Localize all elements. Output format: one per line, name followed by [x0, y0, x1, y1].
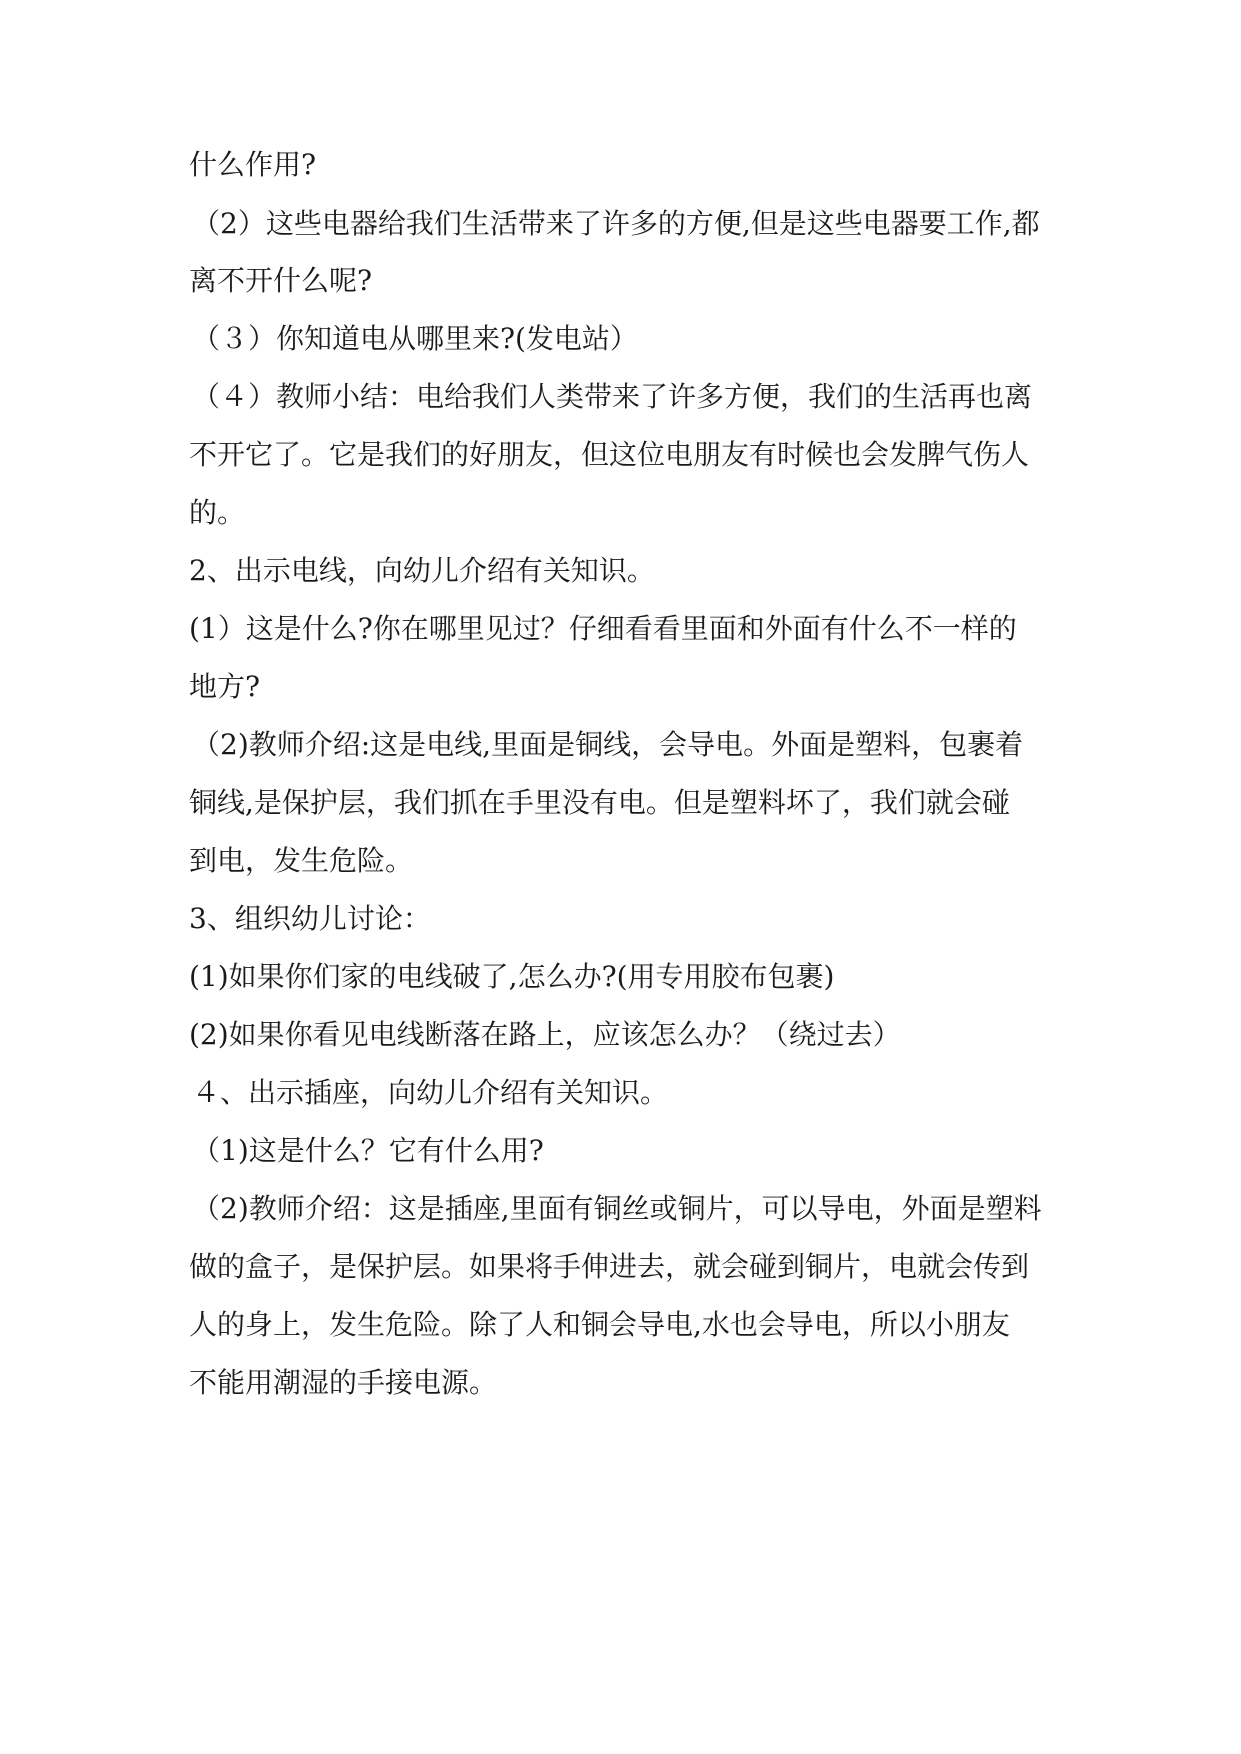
- section-heading: ４、出示插座，向幼儿介绍有关知识。: [192, 1076, 669, 1109]
- text-line: (2)如果你看见电线断落在路上，应该怎么办？（绕过去）: [189, 1018, 901, 1051]
- text-line: 做的盒子，是保护层。如果将手伸进去，就会碰到铜片，电就会传到: [189, 1250, 1030, 1283]
- text-line: （2）这些电器给我们生活带来了许多的方便,但是这些电器要工作,都: [192, 207, 1040, 240]
- text-line: （2)教师介绍:这是电线,里面是铜线，会导电。外面是塑料，包裹着: [192, 728, 1024, 761]
- text-line: 的。: [189, 496, 246, 529]
- text-line: 不能用潮湿的手接电源。: [189, 1366, 498, 1399]
- text-line: （2)教师介绍：这是插座,里面有铜丝或铜片，可以导电，外面是塑料: [192, 1192, 1042, 1225]
- section-heading: 2、出示电线，向幼儿介绍有关知识。: [189, 554, 655, 587]
- text-line: 人的身上，发生危险。除了人和铜会导电,水也会导电，所以小朋友: [189, 1308, 1010, 1341]
- text-line: (1）这是什么?你在哪里见过？仔细看看里面和外面有什么不一样的: [189, 612, 1017, 645]
- text-line: 到电，发生危险。: [189, 844, 414, 877]
- text-line: 铜线,是保护层，我们抓在手里没有电。但是塑料坏了，我们就会碰: [189, 786, 1010, 819]
- text-line: 什么作用?: [189, 148, 317, 181]
- section-heading: 3、组织幼儿讨论：: [189, 902, 431, 935]
- text-line: 不开它了。它是我们的好朋友，但这位电朋友有时候也会发脾气伤人: [189, 438, 1030, 471]
- text-line: 地方?: [189, 670, 261, 703]
- text-line: 离不开什么呢?: [189, 264, 373, 297]
- text-line: (1)如果你们家的电线破了,怎么办?(用专用胶布包裹): [189, 960, 835, 993]
- text-line: （４）教师小结：电给我们人类带来了许多方便，我们的生活再也离: [192, 380, 1033, 413]
- text-line: （３）你知道电从哪里来?(发电站）: [192, 322, 638, 355]
- text-line: （1)这是什么？它有什么用?: [192, 1134, 544, 1167]
